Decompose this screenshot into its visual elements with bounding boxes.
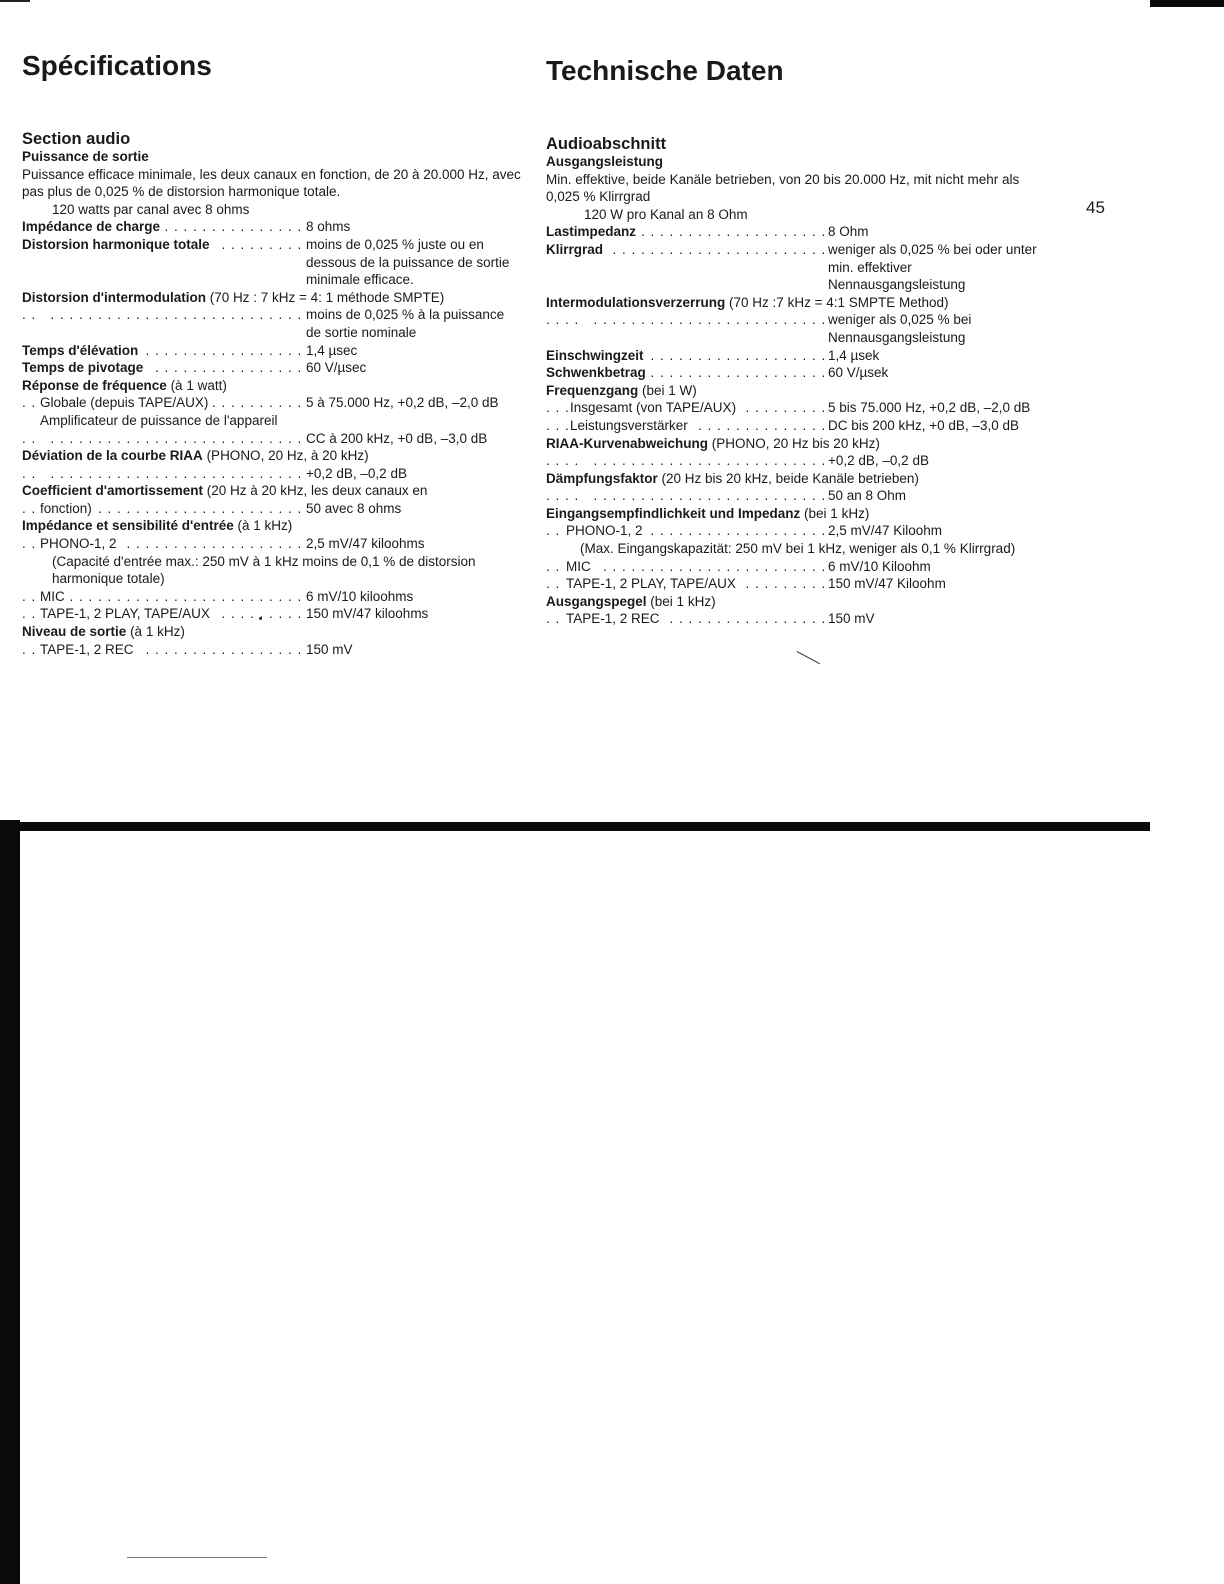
spec-value: 150 mV: [828, 611, 875, 627]
footer-blue-rule: [127, 1557, 267, 1558]
page-title-french: Spécifications: [22, 50, 212, 81]
spec-heading-output-level: [546, 593, 1046, 611]
spec-row-riaa: [546, 452, 1046, 470]
spec-value: 8 Ohm: [828, 224, 869, 240]
spec-row-mic: [22, 588, 522, 606]
spec-row-freq-power-amp: [22, 430, 522, 448]
column-french: [22, 50, 522, 658]
spec-note: (70 Hz : 7 kHz = 4: 1 méthode SMPTE): [209, 289, 445, 305]
spec-label: Temps de pivotage: [22, 360, 148, 375]
output-power-rating: 120 W pro Kanal an 8 Ohm: [584, 206, 748, 222]
spec-value: 150 mV/47 kiloohms: [306, 606, 429, 622]
spec-note: (à 1 watt): [170, 377, 227, 393]
spec-value: 6 mV/10 Kiloohm: [828, 558, 931, 574]
spec-label: Niveau de sortie: [22, 624, 127, 640]
output-power-text: Min. effektive, beide Kanäle betrieben, von 20 bis 20.000 Hz, mit nicht mehr als 0,025 % Klirrgrad: [546, 171, 1020, 205]
spec-row-tape: [546, 575, 1046, 593]
spec-label: Distorsion d'intermodulation: [22, 289, 206, 305]
page-number: 45: [1086, 198, 1105, 217]
spec-value: weniger als 0,025 % bei Nennausgangsleistung: [828, 312, 972, 345]
spec-row-phono: [22, 535, 522, 553]
spec-label: MIC: [566, 559, 596, 574]
spec-value: 60 V/µsek: [828, 365, 889, 381]
spec-row-rec: [546, 610, 1046, 628]
spec-row-slew-rate: [22, 359, 522, 377]
spec-row-phono: [546, 522, 1046, 540]
speck-mark: [259, 617, 262, 620]
spec-label: Coefficient d'amortissement: [22, 483, 203, 499]
spec-row-tape: [22, 605, 522, 623]
spec-row-thd: [546, 241, 1046, 294]
spec-value: 50 avec 8 ohms: [306, 500, 402, 516]
spec-label: Temps d'élévation: [22, 343, 143, 358]
spec-row-freq-overall: [546, 399, 1046, 417]
spec-row-freq-power-amp: [546, 417, 1046, 435]
spec-label: Einschwingzeit: [546, 348, 649, 363]
spec-sublabel-power-amp: Amplificateur de puissance de l'appareil: [40, 412, 278, 428]
output-power-text: Puissance efficace minimale, les deux canaux en fonction, de 20 à 20.000 Hz, avec pas plus de 0,025 % de distorsion harmonique totale.: [22, 166, 521, 200]
output-power-heading: Puissance de sortie: [22, 149, 149, 164]
section-title-french: Section audio: [22, 130, 131, 148]
horizontal-rule: [0, 822, 1150, 831]
spec-row-rise-time: [22, 342, 522, 360]
spec-value: DC bis 200 kHz, +0 dB, –3,0 dB: [828, 417, 1019, 433]
spec-value: +0,2 dB, –0,2 dB: [306, 465, 407, 481]
spec-row-imd: [546, 311, 1046, 346]
spec-row-load-impedance: [546, 223, 1046, 241]
spec-value: 2,5 mV/47 kiloohms: [306, 536, 425, 552]
spec-label: Lastimpedanz: [546, 224, 641, 239]
spec-note-phono: (Capacité d'entrée max.: 250 mV à 1 kHz moins de 0,1 % de distorsion harmonique totale): [52, 553, 476, 587]
spec-label: Schwenkbetrag: [546, 365, 651, 380]
spec-label: RIAA-Kurvenabweichung: [546, 435, 709, 451]
spec-note: (à 1 kHz): [130, 624, 185, 640]
spec-label: TAPE-1, 2 REC: [566, 611, 665, 626]
spec-note-phono: (Max. Eingangskapazität: 250 mV bei 1 kHz, weniger als 0,1 % Klirrgrad): [580, 541, 1016, 557]
spec-heading-freq-response: [546, 382, 1046, 400]
spec-label: Insgesamt (von TAPE/AUX): [570, 400, 741, 415]
spec-row-slew-rate: [546, 364, 1046, 382]
column-german: [546, 55, 1046, 628]
spec-label: Eingangsempfindlichkeit und Impedanz: [546, 505, 801, 521]
spec-value: CC à 200 kHz, +0 dB, –3,0 dB: [306, 430, 488, 446]
spec-value: 60 V/µsec: [306, 360, 367, 376]
spec-heading-riaa: [546, 435, 1046, 453]
spec-heading-riaa: [22, 447, 522, 465]
spec-row-rec: [22, 641, 522, 659]
spec-value: 50 an 8 Ohm: [828, 488, 907, 504]
spec-label: Déviation de la courbe RIAA: [22, 448, 203, 464]
spec-note: (bei 1 W): [642, 382, 697, 398]
spec-value: weniger als 0,025 % bei oder unter min. effektiver Nennausgangsleistung: [828, 241, 1037, 293]
spec-row-rise-time: [546, 347, 1046, 365]
spec-note: (bei 1 kHz): [804, 505, 870, 521]
spec-note: (bei 1 kHz): [650, 593, 716, 609]
spec-label: Frequenzgang: [546, 382, 639, 398]
top-edge-rule: [0, 0, 30, 2]
spec-value: +0,2 dB, –0,2 dB: [828, 453, 929, 469]
spec-value: 1,4 µsec: [306, 342, 358, 358]
spec-label: Dämpfungsfaktor: [546, 470, 658, 486]
spec-heading-imd: [546, 294, 1046, 312]
spec-row-imd: [22, 306, 522, 341]
spec-heading-damping: [22, 482, 522, 500]
spec-label: PHONO-1, 2: [566, 523, 648, 538]
spec-row-riaa: [22, 465, 522, 483]
spec-note: (70 Hz :7 kHz = 4:1 SMPTE Method): [729, 294, 949, 310]
spec-note: (à 1 kHz): [237, 518, 293, 534]
spec-label: TAPE-1, 2 PLAY, TAPE/AUX: [566, 576, 741, 591]
spec-note: (20 Hz bis 20 kHz, beide Kanäle betrieben): [661, 470, 919, 486]
spec-value: moins de 0,025 % à la puissance de sortie nominale: [306, 307, 505, 340]
spec-label: TAPE-1, 2 REC: [40, 642, 139, 657]
page-title-german: Technische Daten: [546, 55, 784, 86]
spec-label: Réponse de fréquence: [22, 377, 167, 393]
spec-note: (PHONO, 20 Hz, à 20 kHz): [206, 448, 369, 464]
spec-label: Leistungsverstärker: [570, 418, 693, 433]
spec-row-freq-overall: [22, 394, 522, 412]
spec-label: Globale (depuis TAPE/AUX): [40, 395, 213, 410]
section-title-german: Audioabschnitt: [546, 135, 667, 153]
spec-row-thd: [22, 236, 522, 289]
spec-heading-freq-response: [22, 377, 522, 395]
spec-row-damping: [546, 487, 1046, 505]
left-edge-bar: [0, 820, 20, 1584]
spec-value: 150 mV/47 Kiloohm: [828, 576, 946, 592]
spec-note: (20 Hz à 20 kHz, les deux canaux en: [206, 483, 428, 499]
spec-note: (PHONO, 20 Hz bis 20 kHz): [711, 435, 880, 451]
spec-label: TAPE-1, 2 PLAY, TAPE/AUX: [40, 606, 215, 621]
spec-label: Klirrgrad: [546, 242, 608, 257]
output-power-heading: Ausgangsleistung: [546, 154, 664, 169]
output-power-rating: 120 watts par canal avec 8 ohms: [52, 201, 250, 217]
spec-value: 5 à 75.000 Hz, +0,2 dB, –2,0 dB: [306, 395, 499, 411]
spec-value: 5 bis 75.000 Hz, +0,2 dB, –2,0 dB: [828, 400, 1031, 416]
spec-value: 8 ohms: [306, 219, 351, 235]
spec-value: 150 mV: [306, 641, 353, 657]
spec-row-mic: [546, 558, 1046, 576]
spec-value: moins de 0,025 % juste ou en dessous de la puissance de sortie minimale efficace.: [306, 236, 510, 288]
spec-label: Impédance de charge: [22, 219, 165, 234]
spec-row-load-impedance: [22, 218, 522, 236]
spec-value: 6 mV/10 kiloohms: [306, 588, 414, 604]
spec-note: fonction): [40, 501, 97, 516]
corner-mark: [1150, 0, 1224, 7]
spec-row-damping: [22, 500, 522, 518]
pen-stroke-mark: [797, 651, 820, 664]
spec-label: PHONO-1, 2: [40, 536, 122, 551]
spec-heading-input: [546, 505, 1046, 523]
spec-label: Ausgangspegel: [546, 593, 647, 609]
spec-heading-imd: [22, 289, 522, 307]
spec-label: MIC: [40, 589, 70, 604]
spec-heading-damping: [546, 470, 1046, 488]
spec-heading-output-level: [22, 623, 522, 641]
spec-heading-input: [22, 517, 522, 535]
spec-label: Impédance et sensibilité d'entrée: [22, 518, 234, 534]
spec-label: Distorsion harmonique totale: [22, 237, 215, 252]
spec-label: Intermodulationsverzerrung: [546, 294, 726, 310]
spec-value: 1,4 µsek: [828, 347, 880, 363]
spec-value: 2,5 mV/47 Kiloohm: [828, 523, 943, 539]
